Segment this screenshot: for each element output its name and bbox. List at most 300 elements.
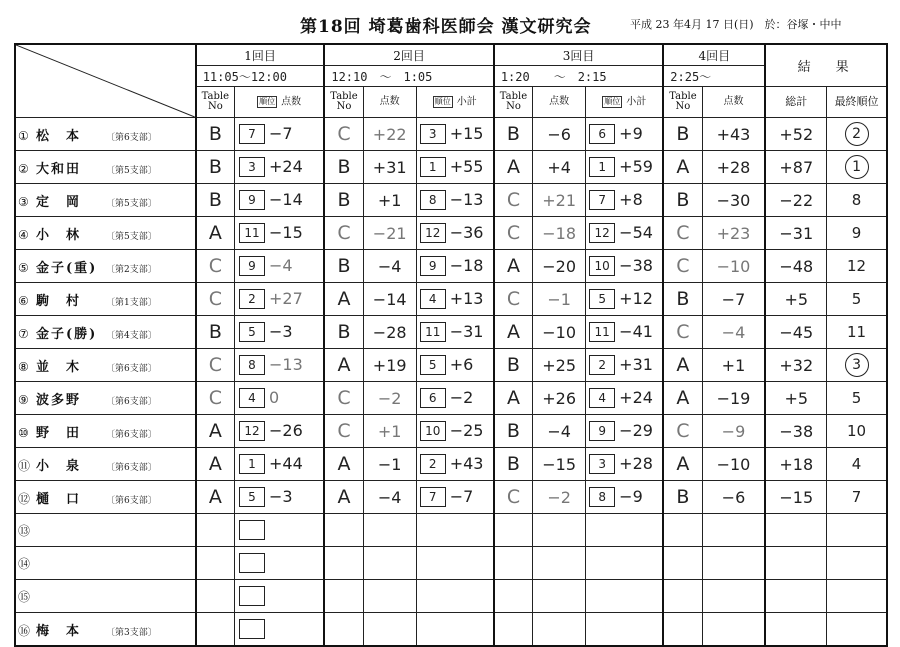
- r1-rank-box: 9: [239, 256, 265, 276]
- table-row: [15, 613, 887, 647]
- r1-score-cell: [234, 250, 324, 283]
- r4-table-no: A: [663, 349, 702, 382]
- r1-score: −3: [268, 321, 293, 341]
- player-branch: 〔第1支部〕: [106, 297, 157, 308]
- r3-subtotal: −38: [619, 255, 653, 275]
- table-row: [15, 151, 887, 184]
- r2-rank-box: 11: [420, 322, 446, 342]
- r3-subtotal-cell: [586, 217, 664, 250]
- r2-table-no: C: [324, 217, 363, 250]
- player-branch: 〔第6支部〕: [106, 495, 157, 506]
- r3-subtotal-header: [586, 87, 664, 118]
- final-rank: 1: [845, 155, 869, 179]
- player-name: 小 林: [36, 227, 82, 243]
- r2-subtotal: +43: [449, 453, 484, 473]
- r4-score: +43: [702, 118, 765, 151]
- table-row: [15, 217, 887, 250]
- r4-score: [702, 547, 765, 580]
- total-score: +32: [765, 349, 826, 382]
- player-rows: [15, 118, 887, 647]
- r3-score: [533, 514, 586, 547]
- r3-table-no: [494, 547, 533, 580]
- r1-score: −4: [268, 255, 293, 275]
- player-number: ⑨: [18, 392, 29, 407]
- r4-table-no: C: [663, 250, 702, 283]
- r1-table-no: C: [196, 349, 235, 382]
- player-number: ⑤: [18, 260, 29, 275]
- r1-score-cell: [234, 283, 324, 316]
- player-cell: [15, 448, 196, 481]
- r2-subtotal-header: [416, 87, 494, 118]
- r1-rank-box: 12: [239, 421, 265, 441]
- final-rank: 4: [851, 455, 862, 473]
- r2-subtotal-cell: [416, 349, 494, 382]
- r2-score: −1: [363, 448, 416, 481]
- player-branch: 〔第6支部〕: [106, 462, 157, 473]
- player-name: 松 本: [36, 128, 82, 144]
- r4-table-no: B: [663, 481, 702, 514]
- r4-table-no-header: Table No: [663, 87, 702, 118]
- r1-score: +24: [268, 156, 303, 176]
- r3-subtotal-cell: [586, 151, 664, 184]
- round-2-time: 12:10 〜 1:05: [324, 66, 493, 87]
- r2-score: −28: [363, 316, 416, 349]
- total-header: 総計: [765, 87, 826, 118]
- r2-subtotal-cell: [416, 613, 494, 647]
- r2-table-no: [324, 547, 363, 580]
- player-number: ⑬: [18, 523, 31, 538]
- r3-subtotal: −29: [619, 420, 653, 440]
- r4-score: +1: [702, 349, 765, 382]
- r3-score: −6: [533, 118, 586, 151]
- r3-score: −1: [533, 283, 586, 316]
- r4-table-no: C: [663, 316, 702, 349]
- r2-table-no-header: Table No: [324, 87, 363, 118]
- r2-score: −4: [363, 250, 416, 283]
- r3-score: [533, 580, 586, 613]
- r4-table-no: B: [663, 118, 702, 151]
- r2-table-no: B: [324, 151, 363, 184]
- r2-rank-box: 10: [420, 421, 446, 441]
- r3-subtotal-cell: [586, 283, 664, 316]
- r2-table-no: [324, 514, 363, 547]
- r2-score: [363, 547, 416, 580]
- player-name: 並 木: [36, 359, 82, 375]
- table-row: [15, 184, 887, 217]
- table-row: [15, 283, 887, 316]
- r1-score-cell: [234, 217, 324, 250]
- r4-score: −19: [702, 382, 765, 415]
- r3-table-no: C: [494, 283, 533, 316]
- r1-table-no: [196, 514, 235, 547]
- r1-rank-box: [239, 553, 265, 573]
- r4-table-no: [663, 613, 702, 647]
- r3-table-no: [494, 613, 533, 647]
- player-cell: [15, 184, 196, 217]
- corner-diagonal-cell: [15, 44, 196, 118]
- r2-score: [363, 613, 416, 647]
- table-row: [15, 547, 887, 580]
- r2-subtotal-cell: [416, 580, 494, 613]
- r3-table-no: A: [494, 151, 533, 184]
- player-name: 定 岡: [36, 194, 82, 210]
- event-date-venue: 平成 23 年4月 17 日(日) 於：谷塚・中中: [630, 18, 842, 31]
- r4-table-no: C: [663, 217, 702, 250]
- r2-table-no: C: [324, 382, 363, 415]
- table-row: [15, 481, 887, 514]
- table-row: [15, 250, 887, 283]
- player-number: ⑯: [18, 623, 31, 638]
- r2-score: −21: [363, 217, 416, 250]
- r2-table-no: B: [324, 250, 363, 283]
- player-cell: [15, 382, 196, 415]
- final-rank: 8: [851, 191, 862, 209]
- r2-rank-box: 1: [420, 157, 446, 177]
- r3-subtotal: +9: [619, 123, 643, 143]
- final-rank-cell: [827, 118, 887, 151]
- final-rank-cell: [827, 349, 887, 382]
- r1-score-cell: [234, 184, 324, 217]
- r3-rank-label: 順位: [604, 97, 621, 106]
- r1-score-cell: [234, 118, 324, 151]
- r1-score: +27: [268, 288, 303, 308]
- r2-score-header: 点数: [363, 87, 416, 118]
- r3-subtotal: −54: [619, 222, 653, 242]
- r2-table-no: A: [324, 349, 363, 382]
- r3-subtotal: +12: [619, 288, 653, 308]
- r2-subtotal: −13: [449, 189, 484, 209]
- r4-score: −30: [702, 184, 765, 217]
- r2-subtotal-cell: [416, 514, 494, 547]
- r2-subtotal-cell: [416, 382, 494, 415]
- final-rank: 10: [847, 422, 867, 440]
- r2-rank-box: 5: [420, 355, 446, 375]
- round-4-header: 4回目: [663, 44, 765, 66]
- r2-rank-box: 8: [420, 190, 446, 210]
- r3-score: +21: [533, 184, 586, 217]
- r2-subtotal: +55: [449, 156, 484, 176]
- r3-subtotal-cell: [586, 316, 664, 349]
- total-score: [765, 613, 826, 647]
- r1-rank-box: 5: [239, 322, 265, 342]
- player-cell: [15, 547, 196, 580]
- r2-subtotal: −7: [449, 486, 474, 506]
- r2-score: +1: [363, 184, 416, 217]
- final-rank-cell: [827, 514, 887, 547]
- r1-score-cell: [234, 382, 324, 415]
- table-row: [15, 580, 887, 613]
- r3-rank-box: 8: [589, 487, 615, 507]
- r1-score-cell: [234, 481, 324, 514]
- r1-score-cell: [234, 415, 324, 448]
- total-score: +87: [765, 151, 826, 184]
- r4-score: −7: [702, 283, 765, 316]
- total-score: +52: [765, 118, 826, 151]
- player-name: 小 泉: [36, 458, 82, 474]
- r4-score: −6: [702, 481, 765, 514]
- r1-rank-label: 順位: [259, 97, 276, 106]
- total-score: −31: [765, 217, 826, 250]
- r1-table-no: B: [196, 151, 235, 184]
- r1-table-no: [196, 547, 235, 580]
- final-rank-cell: [827, 217, 887, 250]
- r1-table-no: C: [196, 283, 235, 316]
- score-sheet-table: [14, 43, 888, 647]
- r2-table-no: A: [324, 448, 363, 481]
- r2-subtotal-cell: [416, 118, 494, 151]
- r1-table-no: A: [196, 415, 235, 448]
- r1-score-label: 点数: [281, 96, 302, 108]
- r1-rank-box: 4: [239, 388, 265, 408]
- final-rank: 2: [845, 122, 869, 146]
- r3-subtotal: +31: [619, 354, 653, 374]
- r3-subtotal-cell: [586, 118, 664, 151]
- r1-rank-box: 7: [239, 124, 265, 144]
- r1-score: −15: [268, 222, 303, 242]
- r2-score: +22: [363, 118, 416, 151]
- r3-rank-box: 5: [589, 289, 615, 309]
- player-cell: [15, 250, 196, 283]
- round-3-time: 1:20 〜 2:15: [494, 66, 663, 87]
- r3-subtotal-cell: [586, 613, 664, 647]
- player-cell: [15, 151, 196, 184]
- r3-table-no: B: [494, 118, 533, 151]
- r3-table-no-header: Table No: [494, 87, 533, 118]
- r4-score: −4: [702, 316, 765, 349]
- total-score: +18: [765, 448, 826, 481]
- r2-subtotal: −18: [449, 255, 484, 275]
- r1-score-cell: [234, 448, 324, 481]
- player-branch: 〔第6支部〕: [106, 132, 157, 143]
- r3-subtotal-cell: [586, 184, 664, 217]
- total-score: −45: [765, 316, 826, 349]
- r1-rank-box: 11: [239, 223, 265, 243]
- r3-subtotal-label: 小計: [626, 96, 647, 108]
- r3-subtotal: +28: [619, 453, 653, 473]
- total-score: [765, 580, 826, 613]
- total-score: −38: [765, 415, 826, 448]
- r3-rank-box: 1: [589, 157, 615, 177]
- r1-score: +44: [268, 453, 303, 473]
- r3-table-no: A: [494, 250, 533, 283]
- r4-table-no: C: [663, 415, 702, 448]
- r3-rank-box: 11: [589, 322, 615, 342]
- r2-rank-label: 順位: [434, 97, 451, 106]
- player-branch: 〔第6支部〕: [106, 429, 157, 440]
- player-name: 梅 本: [36, 623, 82, 639]
- r3-subtotal-cell: [586, 514, 664, 547]
- r4-table-no: B: [663, 184, 702, 217]
- r2-score: [363, 514, 416, 547]
- r4-table-no: B: [663, 283, 702, 316]
- r3-subtotal-cell: [586, 250, 664, 283]
- final-rank-cell: [827, 250, 887, 283]
- player-cell: [15, 118, 196, 151]
- r3-rank-box: 7: [589, 190, 615, 210]
- r2-table-no: C: [324, 118, 363, 151]
- r2-score: −2: [363, 382, 416, 415]
- player-branch: 〔第6支部〕: [106, 396, 157, 407]
- r4-table-no: A: [663, 151, 702, 184]
- r3-score: +25: [533, 349, 586, 382]
- r3-table-no: A: [494, 316, 533, 349]
- r2-table-no: [324, 580, 363, 613]
- r1-table-no: [196, 580, 235, 613]
- r3-table-no: B: [494, 448, 533, 481]
- r2-subtotal-cell: [416, 283, 494, 316]
- player-name: 野 田: [36, 425, 82, 441]
- r2-score: +31: [363, 151, 416, 184]
- r3-table-no: B: [494, 415, 533, 448]
- final-rank-cell: [827, 283, 887, 316]
- r1-score-cell: [234, 547, 324, 580]
- page-title: 第18回 埼葛歯科医師会 漢文研究会: [300, 17, 592, 37]
- r3-score: +4: [533, 151, 586, 184]
- table-row: [15, 448, 887, 481]
- r2-table-no: A: [324, 283, 363, 316]
- player-number: ⑪: [18, 458, 31, 473]
- r4-score: −10: [702, 250, 765, 283]
- r3-score: −20: [533, 250, 586, 283]
- r3-subtotal-cell: [586, 415, 664, 448]
- r2-table-no: B: [324, 316, 363, 349]
- total-score: +5: [765, 382, 826, 415]
- player-branch: 〔第5支部〕: [106, 231, 157, 242]
- player-number: ③: [18, 194, 29, 209]
- player-branch: 〔第5支部〕: [106, 198, 157, 209]
- table-row: [15, 349, 887, 382]
- r1-score: 0: [268, 387, 280, 407]
- player-number: ⑭: [18, 556, 31, 571]
- r1-table-no: [196, 613, 235, 647]
- r2-table-no: A: [324, 481, 363, 514]
- r2-score: −14: [363, 283, 416, 316]
- r1-rank-box: 5: [239, 487, 265, 507]
- final-rank: 5: [851, 389, 862, 407]
- player-number: ②: [18, 161, 29, 176]
- total-score: −22: [765, 184, 826, 217]
- r2-subtotal-cell: [416, 448, 494, 481]
- r3-score: +26: [533, 382, 586, 415]
- r3-subtotal-cell: [586, 481, 664, 514]
- r1-table-no: C: [196, 382, 235, 415]
- player-cell: [15, 613, 196, 647]
- r3-score: −2: [533, 481, 586, 514]
- r2-subtotal-cell: [416, 151, 494, 184]
- r2-rank-box: 2: [420, 454, 446, 474]
- r1-table-no: B: [196, 118, 235, 151]
- r1-score: −13: [268, 354, 303, 374]
- r3-subtotal: −41: [619, 321, 653, 341]
- player-name: 波多野: [36, 392, 82, 408]
- player-number: ⑫: [18, 491, 31, 506]
- player-number: ⑧: [18, 359, 29, 374]
- player-name: 大和田: [36, 161, 82, 177]
- r1-table-no: C: [196, 250, 235, 283]
- r1-table-no: B: [196, 316, 235, 349]
- final-rank-cell: [827, 316, 887, 349]
- r1-rank-box: 8: [239, 355, 265, 375]
- r3-subtotal-cell: [586, 448, 664, 481]
- r4-table-no: A: [663, 448, 702, 481]
- final-rank-cell: [827, 382, 887, 415]
- round-1-time: 11:05〜12:00: [196, 66, 325, 87]
- r2-score: −4: [363, 481, 416, 514]
- player-cell: [15, 217, 196, 250]
- player-branch: 〔第4支部〕: [106, 330, 157, 341]
- final-rank-cell: [827, 481, 887, 514]
- r2-rank-box: 9: [420, 256, 446, 276]
- player-cell: [15, 283, 196, 316]
- r3-score: −15: [533, 448, 586, 481]
- table-row: [15, 316, 887, 349]
- r2-subtotal: −36: [449, 222, 484, 242]
- r3-subtotal-cell: [586, 547, 664, 580]
- r3-score: [533, 613, 586, 647]
- r3-table-no: A: [494, 382, 533, 415]
- player-branch: 〔第3支部〕: [106, 627, 157, 638]
- r1-rank-box: [239, 586, 265, 606]
- total-score: [765, 514, 826, 547]
- r2-score: [363, 580, 416, 613]
- r2-rank-box: 3: [420, 124, 446, 144]
- table-row: [15, 382, 887, 415]
- r2-subtotal-cell: [416, 184, 494, 217]
- r4-table-no: [663, 580, 702, 613]
- player-number: ⑩: [18, 425, 29, 440]
- r3-rank-box: 9: [589, 421, 615, 441]
- final-rank-cell: [827, 184, 887, 217]
- r4-score: [702, 613, 765, 647]
- player-number: ①: [18, 128, 29, 143]
- r3-rank-box: 6: [589, 124, 615, 144]
- r2-subtotal-cell: [416, 547, 494, 580]
- r3-subtotal: −9: [619, 486, 643, 506]
- player-number: ④: [18, 227, 29, 242]
- r1-score: −7: [268, 123, 293, 143]
- round-2-header: 2回目: [324, 44, 493, 66]
- r2-table-no: C: [324, 415, 363, 448]
- r3-subtotal: +59: [619, 156, 653, 176]
- r1-table-no: A: [196, 481, 235, 514]
- r2-subtotal-cell: [416, 250, 494, 283]
- r3-rank-box: 3: [589, 454, 615, 474]
- final-rank: 9: [851, 224, 862, 242]
- r2-subtotal-cell: [416, 316, 494, 349]
- r3-subtotal-cell: [586, 349, 664, 382]
- player-name: 金子(勝): [36, 326, 98, 342]
- r4-table-no: [663, 514, 702, 547]
- r3-table-no: C: [494, 481, 533, 514]
- r4-score: −9: [702, 415, 765, 448]
- r1-rank-box: 9: [239, 190, 265, 210]
- r2-rank-box: 7: [420, 487, 446, 507]
- r2-subtotal-cell: [416, 217, 494, 250]
- total-score: −15: [765, 481, 826, 514]
- r1-table-no: A: [196, 217, 235, 250]
- final-rank-cell: [827, 448, 887, 481]
- r4-score: +28: [702, 151, 765, 184]
- r1-score-cell: [234, 514, 324, 547]
- r1-score-cell: [234, 349, 324, 382]
- table-row: [15, 514, 887, 547]
- r3-subtotal-cell: [586, 580, 664, 613]
- final-rank-header: 最終順位: [827, 87, 887, 118]
- r1-rank-box: 1: [239, 454, 265, 474]
- r4-score: +23: [702, 217, 765, 250]
- r2-rank-box: 4: [420, 289, 446, 309]
- r1-score-cell: [234, 613, 324, 647]
